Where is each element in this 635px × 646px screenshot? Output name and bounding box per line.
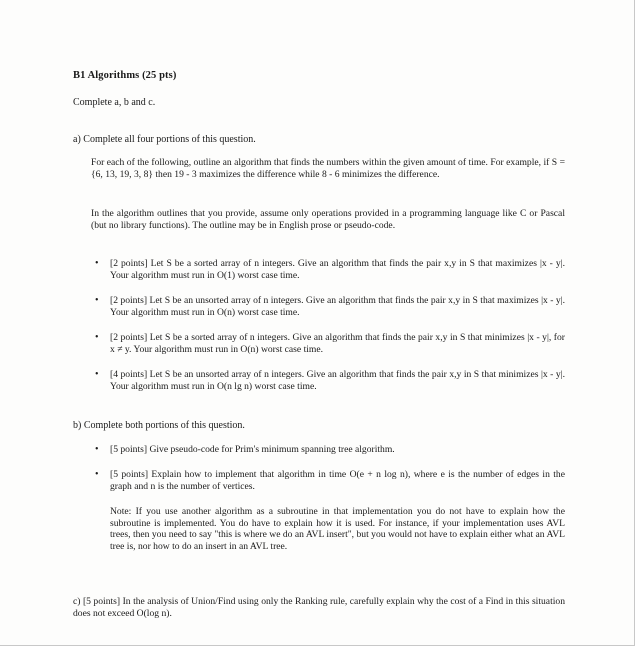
part-a-bullet-1: [2 points] Let S be a sorted array of n integers. Give an algorithm that finds the pair x,y in S that maximizes |x - y|. Your algorithm must run in O(1) worst case time.: [110, 258, 565, 281]
part-a-bullet-4: [4 points] Let S be an unsorted array of n integers. Give an algorithm that finds the pair x,y in S that minimizes |x - y|. Your algorithm must run in O(n lg n) worst case time.: [110, 369, 565, 392]
page-title: B1 Algorithms (25 pts): [73, 70, 177, 81]
part-a-paragraph-2: In the algorithm outlines that you provide, assume only operations provided in a programming language like C or Pascal (but no library functions). The outline may be in English prose or pseudo-code.: [91, 208, 565, 231]
part-a-header: a) Complete all four portions of this question.: [73, 134, 256, 145]
intro-text: Complete a, b and c.: [73, 97, 156, 108]
part-a-paragraph-1: For each of the following, outline an algorithm that finds the numbers within the given amount of time. For example, if S = {6, 13, 19, 3, 8} then 19 - 3 maximizes the difference while 8 - 6 minimizes the difference.: [91, 157, 565, 180]
part-a-bullet-3: [2 points] Let S be a sorted array of n integers. Give an algorithm that finds the pair x,y in S that minimizes |x - y|, for x ≠ y. Your algorithm must run in O(n) worst case time.: [110, 332, 565, 355]
part-b-header: b) Complete both portions of this question.: [73, 420, 245, 431]
bullet-marker: •: [95, 332, 99, 343]
bullet-marker: •: [95, 444, 99, 455]
part-b-bullet-2: [5 points] Explain how to implement that algorithm in time O(e + n log n), where e is the number of edges in the graph and n is the number of vertices.: [110, 469, 565, 492]
part-c-text: c) [5 points] In the analysis of Union/Find using only the Ranking rule, carefully explain why the cost of a Find in this situation does not exceed O(log n).: [73, 596, 565, 619]
bullet-marker: •: [95, 258, 99, 269]
part-b-bullet-1: [5 points] Give pseudo-code for Prim's minimum spanning tree algorithm.: [110, 444, 395, 455]
bullet-marker: •: [95, 469, 99, 480]
bullet-marker: •: [95, 369, 99, 380]
part-b-note: Note: If you use another algorithm as a subroutine in that implementation you do not have to explain how the subroutine is implemented. You do have to explain how it is used. For instance, if your implementation uses AVL trees, then you need to say "this is where we do an AVL insert", but you would not have to explain either what an AVL tree is, nor how to do an insert in an AVL tree.: [110, 506, 565, 552]
bullet-marker: •: [95, 295, 99, 306]
part-a-bullet-2: [2 points] Let S be an unsorted array of n integers. Give an algorithm that finds the pair x,y in S that maximizes |x - y|. Your algorithm must run in O(n) worst case time.: [110, 295, 565, 318]
